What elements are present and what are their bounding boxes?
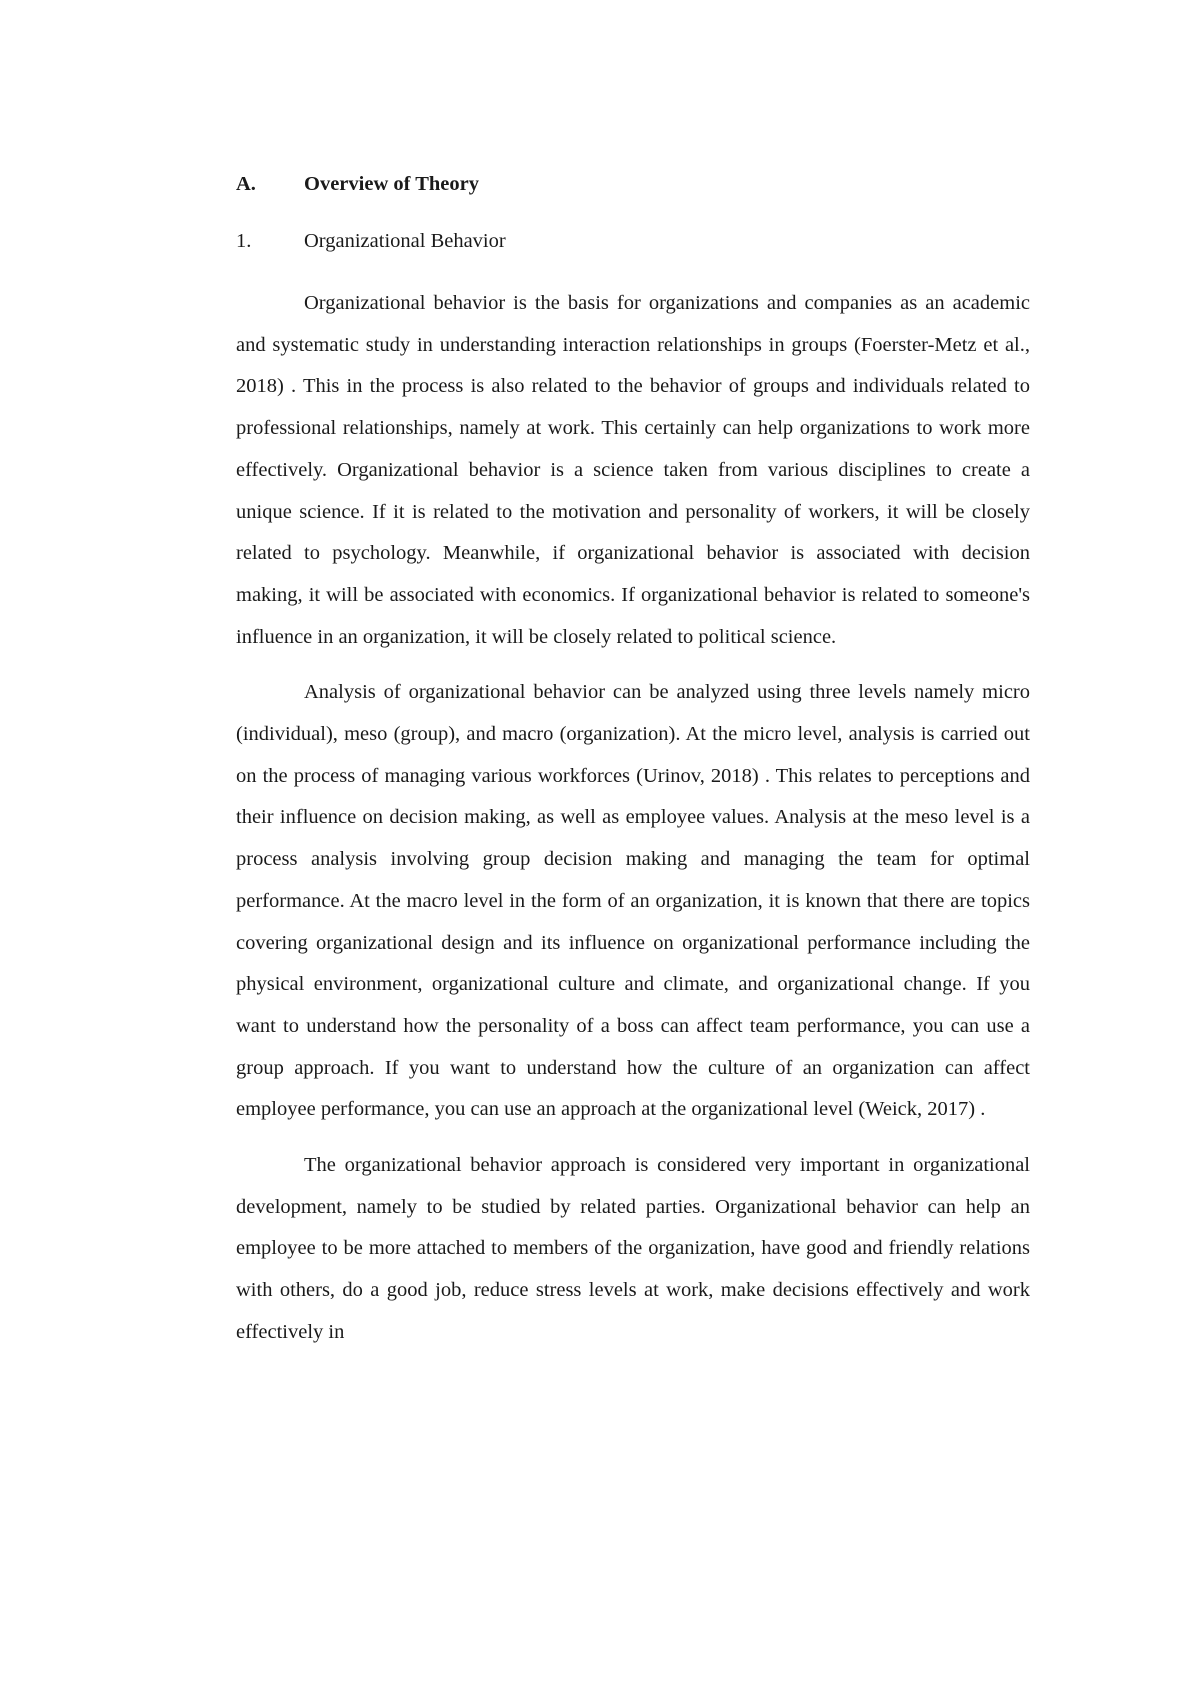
section-heading — [236, 170, 1030, 198]
subsection-number: 1. — [236, 230, 252, 252]
body-paragraph: Organizational behavior is the basis for organizations and companies as an academic and systematic study in understanding interaction relationships in groups (Foerster-Metz et al., 2018) . This in the process is also related to the behavior of groups and individuals related to professional relationships, namely at work. This certainly can help organizations to work more effectively. Organizational behavior is a science taken from various disciplines to create a unique science. If it is related to the motivation and personality of workers, it will be closely related to psychology. Meanwhile, if organizational behavior is associated with decision making, it will be associated with economics. If organizational behavior is related to someone's influence in an organization, it will be closely related to political science. — [236, 292, 1030, 648]
section-number: A. — [236, 173, 256, 195]
body-paragraph: Analysis of organizational behavior can be analyzed using three levels namely micro (individual), meso (group), and macro (organization). At the micro level, analysis is carried out on the process of managing various workforces (Urinov, 2018) . This relates to perceptions and their influence on decision making, as well as employee values. Analysis at the meso level is a process analysis involving group decision making and managing the team for optimal performance. At the macro level in the form of an organization, it is known that there are topics covering organizational design and its influence on organizational performance including the physical environment, organizational culture and climate, and organizational change. If you want to understand how the personality of a boss can affect team performance, you can use a group approach. If you want to understand how the culture of an organization can affect employee performance, you can use an approach at the organizational level (Weick, 2017) . — [236, 681, 1030, 1121]
subsection-title: Organizational Behavior — [304, 230, 506, 252]
body-paragraph: The organizational behavior approach is considered very important in organizational development, namely to be studied by related parties. Organizational behavior can help an employee to be more attached to members of the organization, have good and friendly relations with others, do a good job, reduce stress levels at work, make decisions effectively and work effectively in — [236, 1154, 1030, 1343]
subsection-heading — [236, 227, 1030, 255]
section-title: Overview of Theory — [304, 173, 479, 195]
document-page — [236, 170, 1030, 1368]
